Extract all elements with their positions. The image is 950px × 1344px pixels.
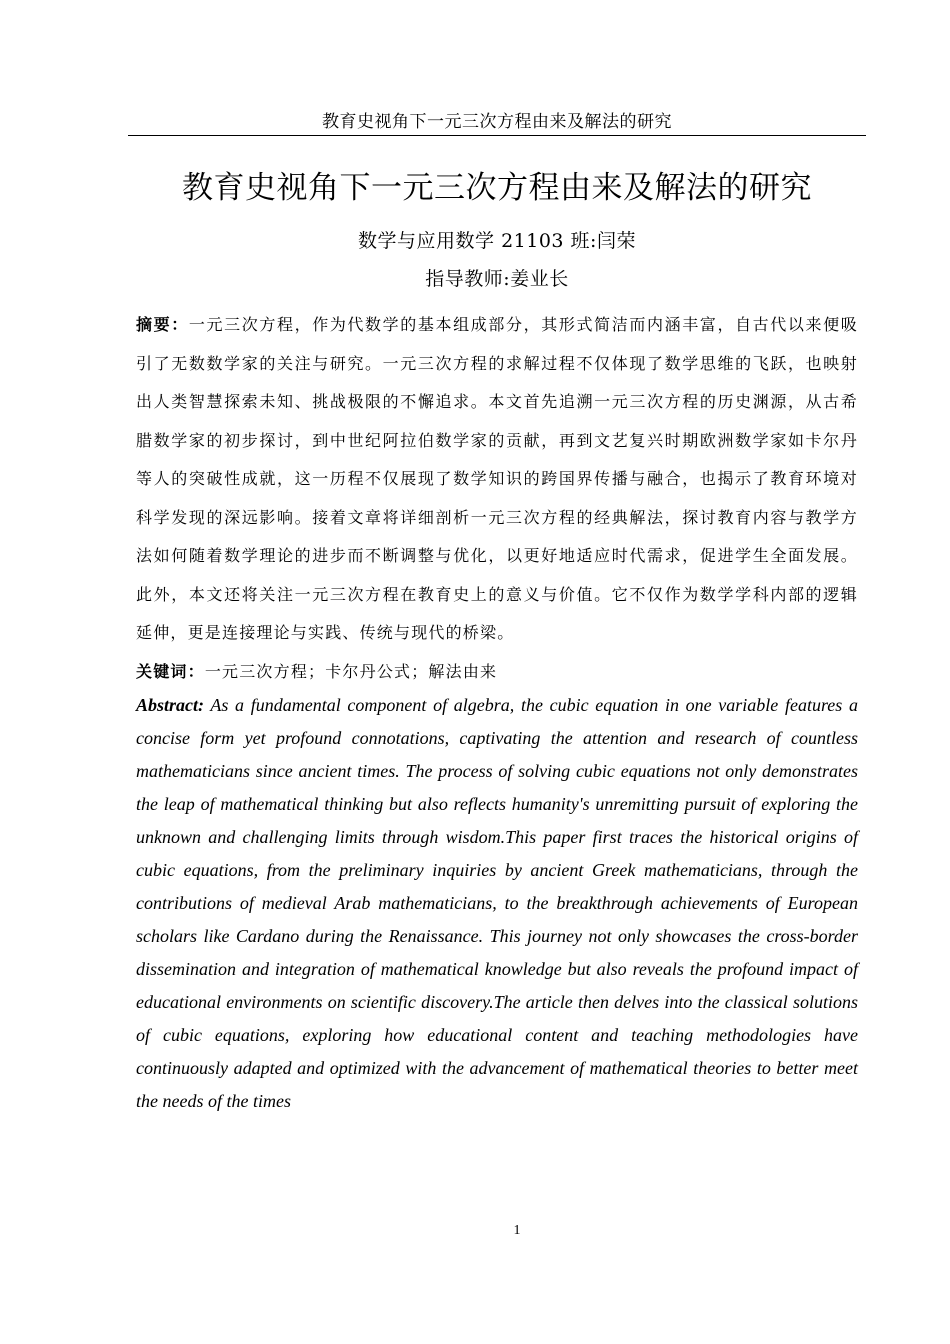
keywords-label: 关键词： bbox=[136, 661, 205, 681]
english-abstract-label: Abstract: bbox=[136, 694, 205, 715]
keywords-text: 一元三次方程；卡尔丹公式；解法由来 bbox=[204, 661, 498, 681]
english-abstract bbox=[136, 689, 858, 1118]
chinese-abstract bbox=[136, 306, 858, 653]
advisor-line: 指导教师:姜业长 bbox=[425, 268, 569, 290]
chinese-abstract-text: 一元三次方程，作为代数学的基本组成部分，其形式简洁而内涵丰富，自古代以来便吸引了无数数学家的关注与研究。一元三次方程的求解过程不仅体现了数学思维的飞跃，也映射出人类智慧探索未知、挑战极限的不懈追求。本文首先追溯一元三次方程的历史渊源，从古希腊数学家的初步探讨，到中世纪阿拉伯数学家的贡献，再到文艺复兴时期欧洲数学家如卡尔丹等人的突破性成就，这一历程不仅展现了数学知识的跨国界传播与融合，也揭示了教育环境对科学发现的深远影响。接着文章将详细剖析一元三次方程的经典解法，探讨教育内容与教学方法如何随着数学理论的进步而不断调整与优化，以更好地适应时代需求，促进学生全面发展。此外，本文还将关注一元三次方程在教育史上的意义与价值。它不仅作为数学学科内部的逻辑延伸，更是连接理论与实践、传统与现代的桥梁。 bbox=[136, 315, 858, 642]
page-number: 1 bbox=[513, 1223, 521, 1238]
running-header: 教育史视角下一元三次方程由来及解法的研究 bbox=[128, 110, 866, 136]
keywords bbox=[136, 655, 858, 689]
author-line: 数学与应用数学 21103 班:闫荣 bbox=[358, 230, 636, 252]
english-abstract-text: As a fundamental component of algebra, the cubic equation in one variable features a concise form yet profound connotations, captivating the attention and research of countless mathematicians since ancient times. The process of solving cubic equations not only demonstrates the leap of mathematical thinking but also reflects humanity's unremitting pursuit of exploring the unknown and challenging limits through wisdom.This paper first traces the historical origins of cubic equations, from the preliminary inquiries by ancient Greek mathematicians, through the contributions of medieval Arab mathematicians, to the breakthrough achievements of European scholars like Cardano during the Renaissance. This journey not only showcases the cross-border dissemination and integration of mathematical knowledge but also reveals the profound impact of educational environments on scientific discovery.The article then delves into the classical solutions of cubic equations, exploring how educational content and teaching methodologies have continuously adapted and optimized with the advancement of mathematical theories to better meet the needs of the times bbox=[136, 694, 858, 1111]
paper-title: 教育史视角下一元三次方程由来及解法的研究 bbox=[182, 170, 812, 206]
chinese-abstract-label: 摘要： bbox=[136, 315, 189, 334]
page-body bbox=[136, 162, 858, 1118]
